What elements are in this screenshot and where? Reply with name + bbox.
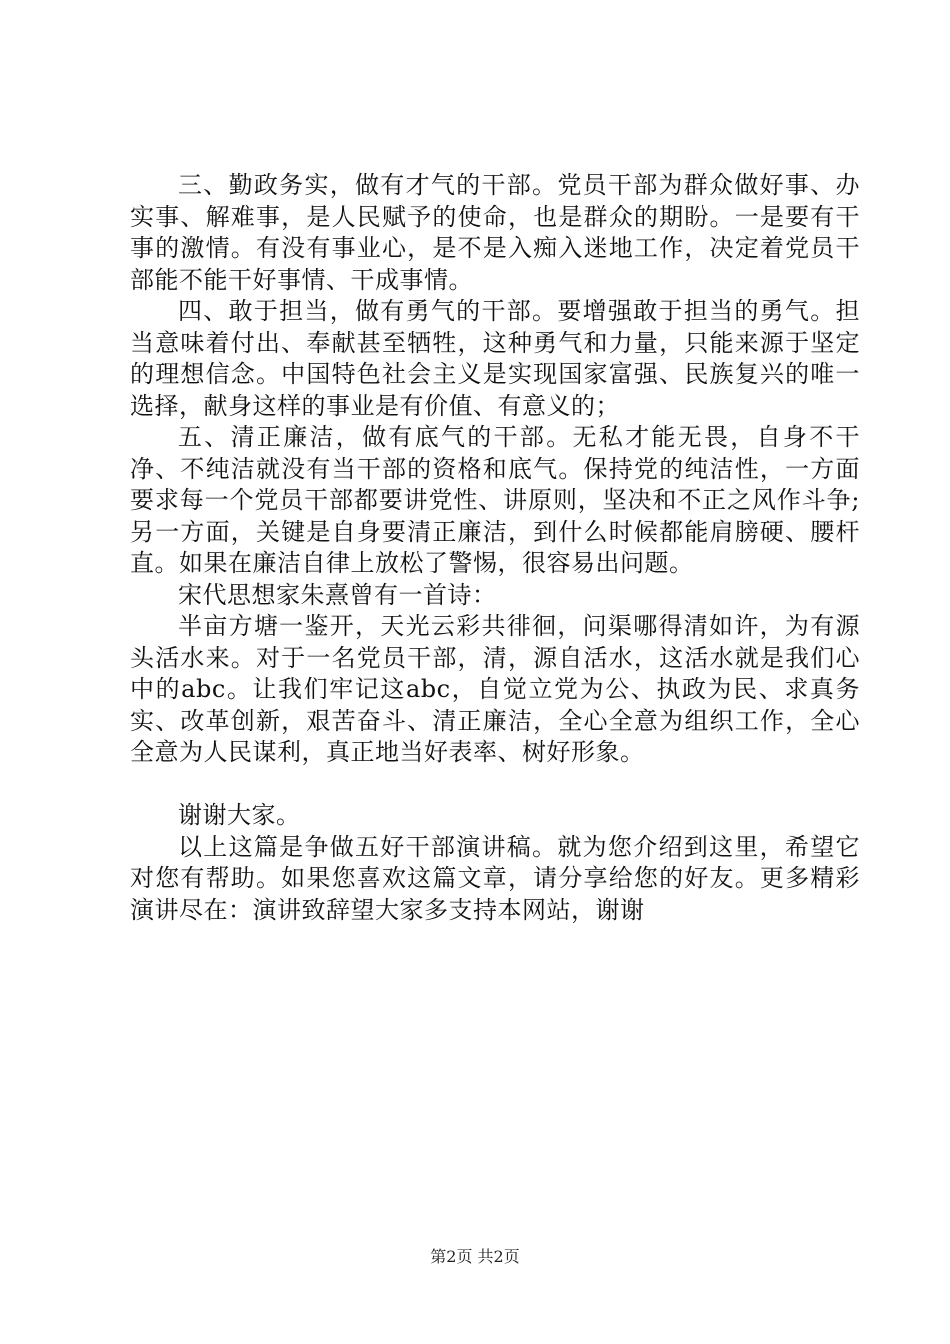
page-number-footer: 第2页 共2页 <box>430 1247 520 1266</box>
paragraph-poem-intro: 宋代思想家朱熹曾有一首诗： <box>178 580 497 609</box>
paragraph-thanks: 谢谢大家。 <box>178 801 301 829</box>
paragraph-closing-note: 以上这篇是争做五好干部演讲稿。就为您介绍到这里，希望它对您有帮助。如果您喜欢这篇文章，请分享给您的好友。更多精彩演讲尽在：演讲致辞望大家多支持本网站，谢谢 <box>130 832 860 924</box>
blank-line <box>130 769 860 801</box>
paragraph-poem: 半亩方塘一鉴开，天光云彩共徘徊，问渠哪得清如许，为有源头活水来。对于一名党员干部，清，源自活水，这活水就是我们心中的abc。让我们牢记这abc，自觉立党为公、执政为民、求真务实、改革创新，艰苦奋斗、清正廉洁，全心全意为组织工作，全心全意为人民谋利，真正地当好表率、树好形象。 <box>130 612 860 766</box>
paragraph-diligence: 三、勤政务实，做有才气的干部。党员干部为群众做好事、办实事、解难事，是人民赋予的使命，也是群众的期盼。一是要有干事的激情。有没有事业心，是不是入痴入迷地工作，决定着党员干部能不能干好事情、干成事情。 <box>130 171 860 294</box>
paragraph-responsibility: 四、敢于担当，做有勇气的干部。要增强敢于担当的勇气。担当意味着付出、奉献甚至牺牲，这种勇气和力量，只能来源于坚定的理想信念。中国特色社会主义是实现国家富强、民族复兴的唯一选择，献身这样的事业是有价值、有意义的； <box>130 297 860 420</box>
document-body <box>130 170 860 926</box>
paragraph-integrity: 五、清正廉洁，做有底气的干部。无私才能无畏，自身不干净、不纯洁就没有当干部的资格和底气。保持党的纯洁性，一方面要求每一个党员干部都要讲党性、讲原则，坚决和不正之风作斗争;另一方面，关键是自身要清正廉洁，到什么时候都能肩膀硬、腰杆直。如果在廉洁自律上放松了警惕，很容易出问题。 <box>130 423 860 577</box>
